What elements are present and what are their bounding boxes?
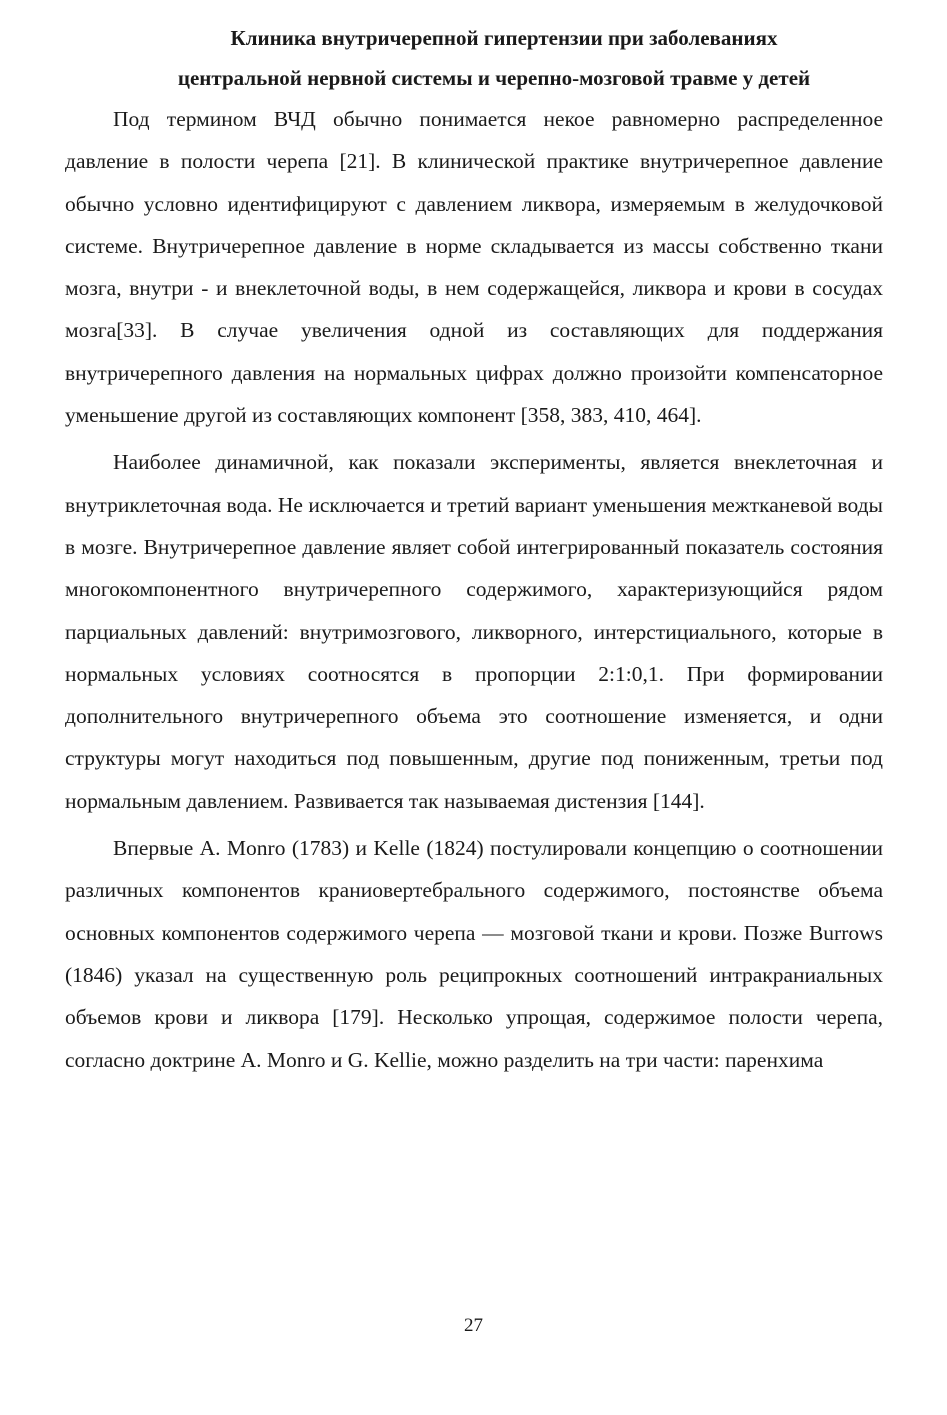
page-number: 27 — [464, 1315, 483, 1336]
document-page — [65, 18, 883, 1086]
paragraph-monro-kellie-doctrine: Впервые A. Monro (1783) и Kelle (1824) постулировали концепцию о соотношении различных компонентов краниовертебрального содержимого, постоянстве объема основных компонентов содержимого черепа — мозговой ткани и крови. Позже Burrows (1846) указал на существенную роль реципрокных соотношений интракраниальных объемов крови и ликвора [179]. Несколько упрощая, содержимое полости черепа, согласно доктрине A. Monro и G. Kellie, можно разделить на три части: паренхима — [65, 836, 883, 1072]
paragraph-icp-definition: Под термином ВЧД обычно понимается некое равномерно распределенное давление в полости черепа [21]. В клинической практике внутричерепное давление обычно условно идентифицируют с давлением ликвора, измеряемым в желудочковой системе. Внутричерепное давление в норме складывается из массы собственно ткани мозга, внутри - и внеклеточной воды, в нем содержащейся, ликвора и крови в сосудах мозга[33]. В случае увеличения одной из составляющих для поддержания внутричерепного давления на нормальных цифрах должно произойти компенсаторное уменьшение другой из составляющих компонент [358, 383, 410, 464]. — [65, 107, 883, 428]
section-title-line-1: Клиника внутричерепной гипертензии при заболеваниях — [230, 26, 778, 50]
section-title-line-2: центральной нервной системы и черепно-мозговой травме у детей — [177, 66, 811, 90]
paragraph-intracellular-water: Наиболее динамичной, как показали эксперименты, является внеклеточная и внутриклеточная вода. Не исключается и третий вариант уменьшения межтканевой воды в мозге. Внутричерепное давление являет собой интегрированный показатель состояния многокомпонентного внутричерепного содержимого, характеризующийся рядом парциальных давлений: внутримозгового, ликворного, интерстициального, которые в нормальных условиях соотносятся в пропорции 2:1:0,1. При формировании дополнительного внутричерепного объема это соотношение изменяется, и одни структуры могут находиться под повышенным, другие под пониженным, третьи под нормальным давлением. Развивается так называемая дистензия [144]. — [65, 450, 883, 813]
